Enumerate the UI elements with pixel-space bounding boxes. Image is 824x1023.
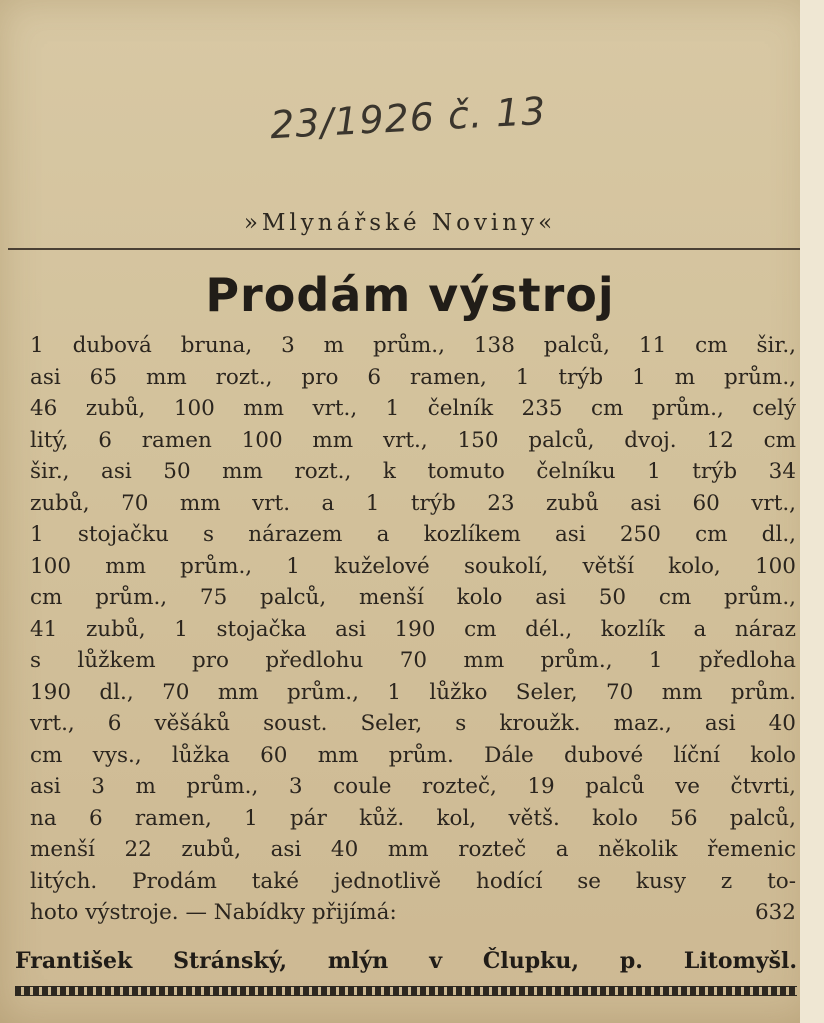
bottom-rule: [15, 986, 797, 996]
body-line: litý, 6 ramen 100 mm vrt., 150 palců, dvoj. 12 cm: [30, 427, 796, 453]
handwritten-note: 23/1926 č. 13: [269, 88, 548, 148]
signature: František Stránský, mlýn v Člupku, p. Litomyšl.: [15, 948, 797, 974]
body-line: zubů, 70 mm vrt. a 1 trýb 23 zubů asi 60 vrt.,: [30, 490, 796, 516]
body-line: asi 3 m prům., 3 coule rozteč, 19 palců ve čtvrti,: [30, 774, 796, 799]
body-line: 190 dl., 70 mm prům., 1 lůžko Seler, 70 mm prům.: [30, 679, 796, 705]
headline: Prodám výstroj: [205, 268, 615, 322]
body-line: menší 22 zubů, asi 40 mm rozteč a několik řemenic: [30, 837, 796, 862]
last-line-text: hoto výstroje. — Nabídky přijímá:: [30, 900, 397, 925]
body-line: vrt., 6 věšáků soust. Seler, s kroužk. maz., asi 40: [30, 711, 796, 736]
body-line-last: [30, 897, 796, 929]
masthead: »Mlynářské Noviny«: [243, 210, 557, 236]
body-line: 46 zubů, 100 mm vrt., 1 čelník 235 cm prům., celý: [30, 396, 796, 421]
body-line: 1 dubová bruna, 3 m prům., 138 palců, 11 cm šir.,: [30, 333, 796, 358]
top-rule: [8, 248, 800, 250]
body-line: cm prům., 75 palců, menší kolo asi 50 cm prům.,: [30, 585, 796, 610]
body-line: litých. Prodám také jednotlivě hodící se kusy z to-: [30, 868, 796, 894]
ad-number: 632: [754, 900, 796, 925]
body-line: 1 stojačku s nárazem a kozlíkem asi 250 cm dl.,: [30, 522, 796, 547]
body-line: s lůžkem pro předlohu 70 mm prům., 1 předloha: [30, 648, 796, 673]
paper-edge: [800, 0, 824, 1023]
body-line: cm vys., lůžka 60 mm prům. Dále dubové líční kolo: [30, 742, 796, 768]
body-line: 100 mm prům., 1 kuželové soukolí, větší kolo, 100: [30, 553, 796, 579]
body-line: asi 65 mm rozt., pro 6 ramen, 1 trýb 1 m prům.,: [30, 364, 796, 390]
body-line: na 6 ramen, 1 pár kůž. kol, větš. kolo 56 palců,: [30, 805, 796, 831]
body-line: šir., asi 50 mm rozt., k tomuto čelníku 1 trýb 34: [30, 459, 796, 484]
ad-body: [30, 330, 796, 929]
body-line: 41 zubů, 1 stojačka asi 190 cm dél., kozlík a náraz: [30, 616, 796, 642]
